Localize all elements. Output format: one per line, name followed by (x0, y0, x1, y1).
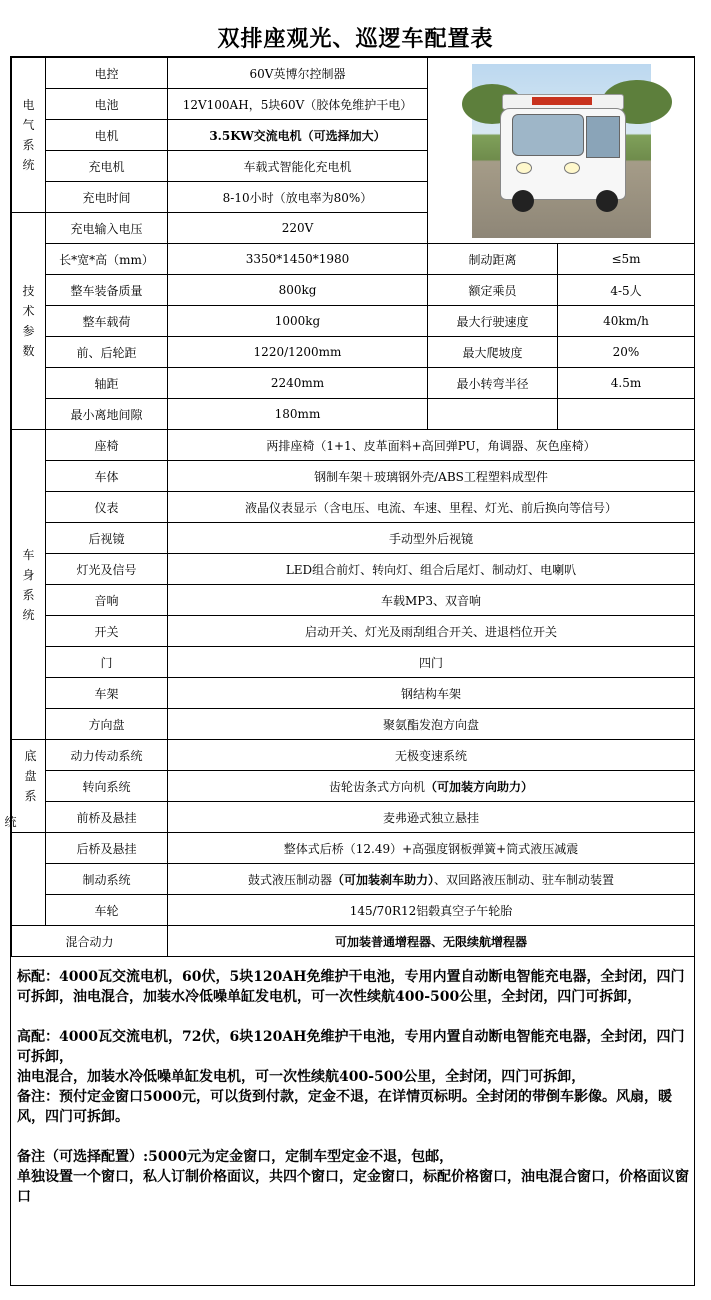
table-row (12, 523, 695, 554)
spec-value-option: （可加装方向助力） (425, 779, 534, 794)
spec-label: 最大爬坡度 (428, 337, 558, 368)
spec-value (168, 771, 695, 802)
spec-value-option: （可加装刹车助力） (331, 872, 434, 887)
spec-label: 电机 (46, 120, 168, 151)
spec-label: 音响 (46, 585, 168, 616)
table-row (12, 399, 695, 430)
section-electric: 电 气 系 统 (12, 58, 46, 213)
spec-label: 后桥及悬挂 (46, 833, 168, 864)
spec-value-text: 齿轮齿条式方向机 (328, 779, 425, 794)
spec-value: 4.5m (558, 368, 695, 399)
table-row (12, 554, 695, 585)
notes (17, 967, 692, 1207)
spec-value-text: 无极变速系统 (394, 748, 467, 763)
table-row (12, 430, 695, 461)
spec-label: 充电时间 (46, 182, 168, 213)
spec-value: 3350*1450*1980 (168, 244, 428, 275)
spec-value: 12V100AH，5块60V（胶体免维护干电） (168, 89, 428, 120)
note-line: 单独设置一个窗口，私人订制价格面议，共四个窗口，定金窗口，标配价格窗口，油电混合窗口，价格面议窗口 (17, 1169, 689, 1205)
table-row (12, 740, 695, 771)
spec-value: 手动型外后视镜 (168, 523, 695, 554)
note-line: 高配：4000瓦交流电机，72伏，6块120AH免维护干电池，专用内置自动断电智能充电器，全封闭，四门可拆卸， (17, 1029, 685, 1065)
spec-value: 3.5KW交流电机（可选择加大） (168, 120, 428, 151)
spec-value: 180mm (168, 399, 428, 430)
spec-value (168, 895, 695, 926)
note-gap (17, 1127, 692, 1147)
product-photo (472, 64, 651, 238)
table-row (12, 895, 695, 926)
spec-value: 启动开关、灯光及雨刮组合开关、进退档位开关 (168, 616, 695, 647)
note-gap (17, 1007, 692, 1027)
spec-value: 60V英博尔控制器 (168, 58, 428, 89)
spec-value-text: 麦弗逊式独立悬挂 (382, 810, 479, 825)
spec-value (168, 864, 695, 895)
spec-value: 液晶仪表显示（含电压、电流、车速、里程、灯光、前后换向等信号） (168, 492, 695, 523)
spec-value (168, 833, 695, 864)
spec-label: 转向系统 (46, 771, 168, 802)
spec-value: 钢制车架＋玻璃钢外壳/ABS工程塑料成型件 (168, 461, 695, 492)
spec-label: 长*宽*高（mm） (46, 244, 168, 275)
spec-value: 钢结构车架 (168, 678, 695, 709)
table-row (12, 306, 695, 337)
table-row (12, 926, 695, 957)
spec-value: 四门 (168, 647, 695, 678)
spec-value: 1000kg (168, 306, 428, 337)
table-row (12, 461, 695, 492)
note-line: 油电混合，加装水冷低噪单缸发电机，可一次性续航400-500公里，全封闭，四门可拆卸， (17, 1069, 586, 1085)
section-chassis (4, 740, 46, 833)
spec-label: 制动系统 (46, 864, 168, 895)
spec-value: 2240mm (168, 368, 428, 399)
spec-value: 4-5人 (558, 275, 695, 306)
spec-label: 充电机 (46, 151, 168, 182)
section-chassis-cont (12, 833, 46, 926)
spec-value-text: 鼓式液压制动器 (247, 872, 332, 887)
spec-label: 混合动力 (12, 926, 168, 957)
page-title: 双排座观光、巡逻车配置表 (217, 26, 494, 52)
spec-label: 灯光及信号 (46, 554, 168, 585)
spec-label: 仪表 (46, 492, 168, 523)
table-row (12, 647, 695, 678)
spec-sheet (4, 56, 695, 1286)
section-chassis-left: 统 (4, 815, 17, 829)
spec-value-tail: 、双回路液压制动、驻车制动装置 (434, 872, 615, 887)
spec-label: 门 (46, 647, 168, 678)
spec-label: 额定乘员 (428, 275, 558, 306)
spec-value: 车载MP3、双音响 (168, 585, 695, 616)
empty-cell (558, 399, 695, 430)
spec-value-text: 145/70R12铝毂真空子午轮胎 (349, 903, 513, 918)
note-line: 备注（可选择配置）:5000元为定金窗口，定制车型定金不退，包邮， (17, 1149, 454, 1165)
spec-value: 可加装普通增程器、无限续航增程器 (168, 926, 695, 957)
table-row (12, 244, 695, 275)
spec-label: 车架 (46, 678, 168, 709)
table-row (12, 275, 695, 306)
spec-label: 动力传动系统 (46, 740, 168, 771)
section-tech: 技 术 参 数 (12, 213, 46, 430)
table-row (12, 368, 695, 399)
spec-label: 座椅 (46, 430, 168, 461)
spec-label: 前桥及悬挂 (46, 802, 168, 833)
spec-value: ≤5m (558, 244, 695, 275)
spec-value (168, 802, 695, 833)
spec-label: 车体 (46, 461, 168, 492)
spec-label: 最大行驶速度 (428, 306, 558, 337)
spec-value: 1220/1200mm (168, 337, 428, 368)
spec-label: 充电输入电压 (46, 213, 168, 244)
spec-label: 轴距 (46, 368, 168, 399)
spec-label: 前、后轮距 (46, 337, 168, 368)
table-row (12, 771, 695, 802)
note-line: 备注：预付定金窗口5000元，可以货到付款，定金不退，在详情页标明。全封闭的带倒车影像。风扇，暖风，四门可拆卸。 (17, 1089, 672, 1125)
spec-label: 电池 (46, 89, 168, 120)
spec-table (4, 57, 695, 957)
empty-cell (428, 399, 558, 430)
spec-value: 800kg (168, 275, 428, 306)
section-chassis-label: 底 盘 系 (24, 749, 37, 803)
spec-label: 电控 (46, 58, 168, 89)
spec-label: 车轮 (46, 895, 168, 926)
spec-label: 整车载荷 (46, 306, 168, 337)
spec-value: 聚氨酯发泡方向盘 (168, 709, 695, 740)
spec-value: 220V (168, 213, 428, 244)
table-row (12, 709, 695, 740)
table-row (12, 864, 695, 895)
spec-label: 整车装备质量 (46, 275, 168, 306)
spec-value: 8-10小时（放电率为80%） (168, 182, 428, 213)
section-body: 车 身 系 统 (12, 430, 46, 740)
table-row (12, 678, 695, 709)
table-row (12, 337, 695, 368)
spec-label: 开关 (46, 616, 168, 647)
spec-value-text: 整体式后桥（12.49）+高强度钢板弹簧+筒式液压减震 (283, 841, 579, 856)
spec-label: 最小离地间隙 (46, 399, 168, 430)
table-row (12, 58, 695, 89)
spec-label: 制动距离 (428, 244, 558, 275)
spec-label: 最小转弯半径 (428, 368, 558, 399)
spec-value: 40km/h (558, 306, 695, 337)
table-row (12, 802, 695, 833)
spec-value: LED组合前灯、转向灯、组合后尾灯、制动灯、电喇叭 (168, 554, 695, 585)
spec-label: 后视镜 (46, 523, 168, 554)
spec-value: 车载式智能化充电机 (168, 151, 428, 182)
spec-value: 两排座椅（1+1、皮革面料+高回弹PU，角调器、灰色座椅） (168, 430, 695, 461)
spec-label: 方向盘 (46, 709, 168, 740)
product-photo-cell (428, 58, 695, 244)
table-row (12, 616, 695, 647)
table-row (12, 833, 695, 864)
note-line: 标配：4000瓦交流电机，60伏，5块120AH免维护干电池，专用内置自动断电智能充电器，全封闭，四门可拆卸，油电混合，加装水冷低噪单缸发电机，可一次性续航400-500公里，全封闭，四门可拆卸， (17, 969, 685, 1005)
table-row (12, 492, 695, 523)
table-row (12, 585, 695, 616)
spec-value: 20% (558, 337, 695, 368)
spec-value (168, 740, 695, 771)
